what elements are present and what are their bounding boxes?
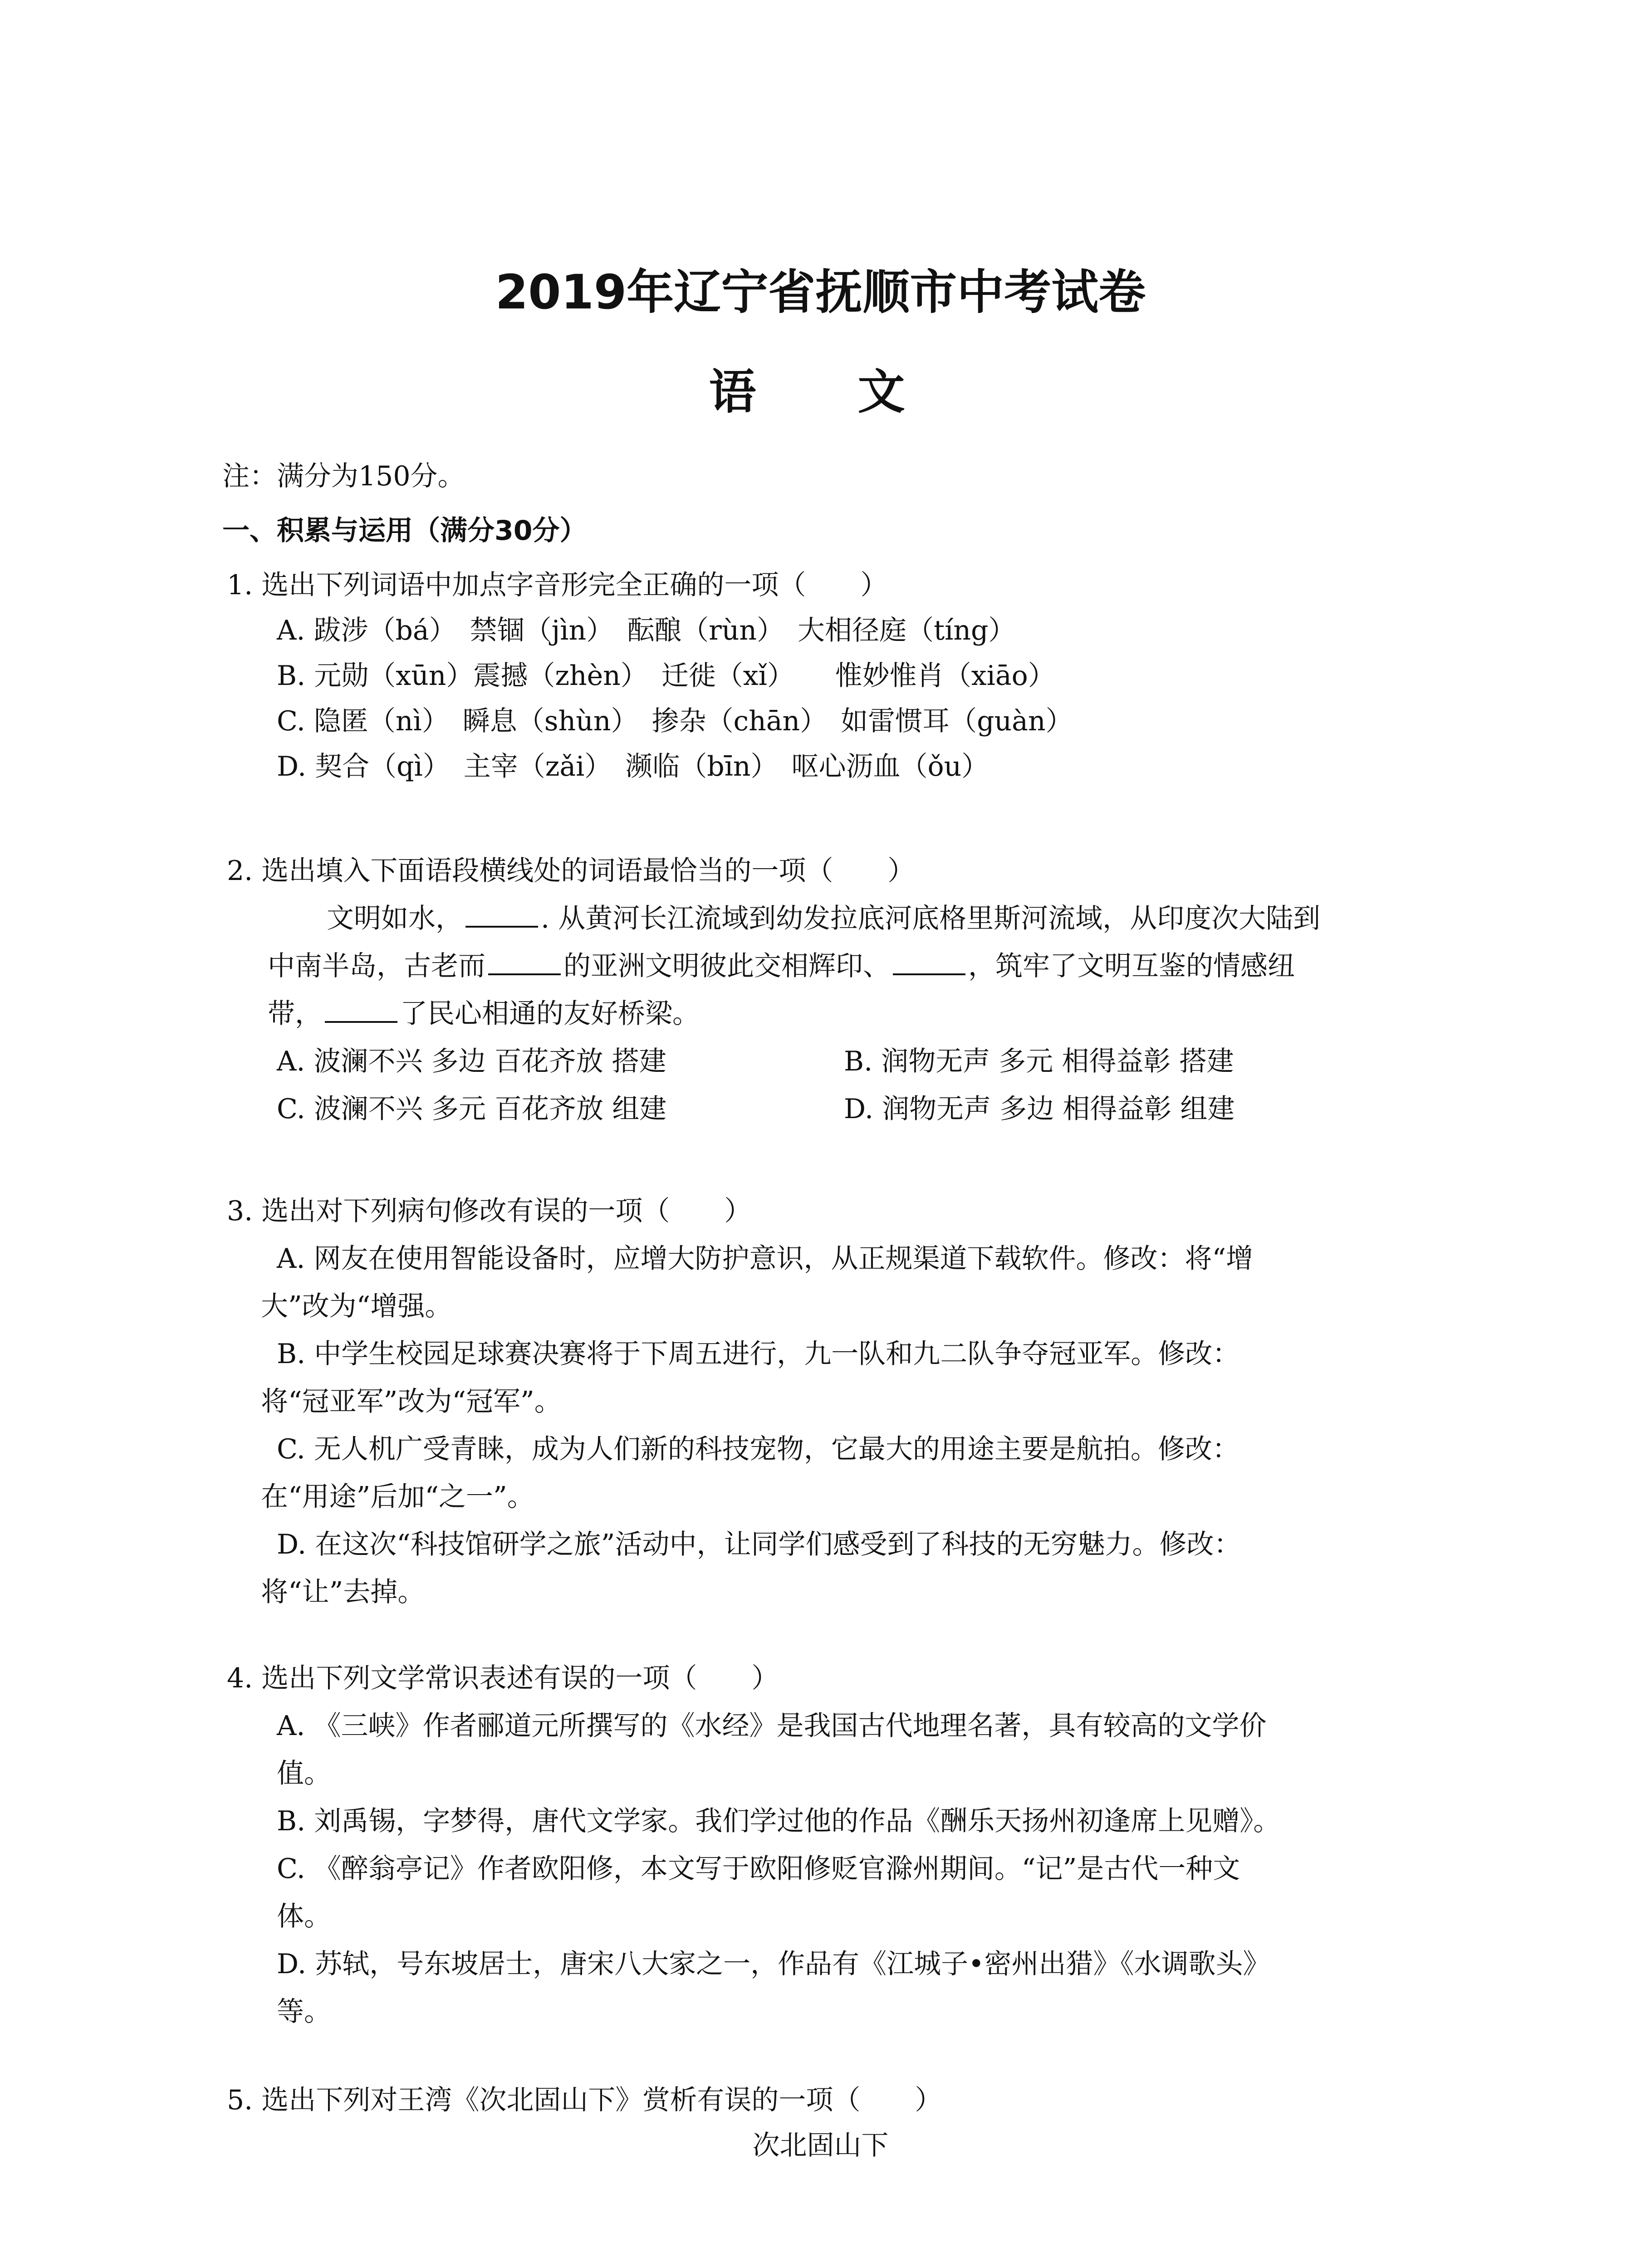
q1-stem: 1. 选出下列词语中加点字音形完全正确的一项（ ） [227,569,888,601]
answer-blank [488,948,561,975]
q1-option-b: B. 元勋（xūn）震撼（zhèn） 迁徙（xǐ） 惟妙惟肖（xiāo） [277,660,1055,692]
q2-text: 带， [268,998,322,1030]
q3-option-b-line1: B. 中学生校园足球赛决赛将于下周五进行，九一队和九二队争夺冠亚军。修改： [277,1338,1240,1370]
q3-option-a-line2: 大”改为“增强。 [261,1290,452,1322]
q2-passage-line1 [327,900,1320,937]
q4-option-a-line2: 值。 [277,1758,331,1789]
q4-option-c-line2: 体。 [277,1901,331,1932]
q2-text: 了民心相通的友好桥梁。 [400,998,700,1030]
q3-option-d-line1: D. 在这次“科技馆研学之旅”活动中，让同学们感受到了科技的无穷魅力。修改： [277,1529,1241,1560]
q1-option-a: A. 跋涉（bá） 禁锢（jìn） 酝酿（rùn） 大相径庭（tíng） [277,615,1016,646]
q3-option-c-line1: C. 无人机广受青睐，成为人们新的科技宠物，它最大的用途主要是航拍。修改： [277,1433,1239,1465]
q4-option-b: B. 刘禹锡，字梦得，唐代文学家。我们学过他的作品《酬乐天扬州初逢席上见赠》。 [277,1805,1281,1837]
q3-option-a-line1: A. 网友在使用智能设备时，应增大防护意识，从正规渠道下载软件。修改：将“增 [277,1243,1254,1275]
subject-title: 语 文 [709,364,932,420]
score-note: 注：满分为150分。 [222,460,465,492]
q2-option-a: A. 波澜不兴 多边 百花齐放 搭建 [277,1046,666,1077]
q1-option-d: D. 契合（qì） 主宰（zǎi） 濒临（bīn） 呕心沥血（ǒu） [277,751,989,782]
section-heading: 一、积累与运用（满分30分） [222,515,587,547]
q2-option-b: B. 润物无声 多元 相得益彰 搭建 [844,1046,1234,1077]
q2-option-c: C. 波澜不兴 多元 百花齐放 组建 [277,1093,667,1125]
q4-option-a-line1: A. 《三峡》作者郦道元所撰写的《水经》是我国古代地理名著，具有较高的文学价 [277,1710,1267,1742]
q2-passage-line2 [268,948,1295,984]
q1-option-c: C. 隐匿（nì） 瞬息（shùn） 掺杂（chān） 如雷惯耳（guàn） [277,705,1073,737]
answer-blank [465,900,538,928]
q4-option-c-line1: C. 《醉翁亭记》作者欧阳修，本文写于欧阳修贬官滁州期间。“记”是古代一种文 [277,1853,1240,1885]
exam-title: 2019年辽宁省抚顺市中考试卷 [495,264,1146,320]
q3-option-b-line2: 将“冠亚军”改为“冠军”。 [261,1386,562,1418]
q2-text: . 从黄河长江流域到幼发拉底河底格里斯河流域，从印度次大陆到 [541,903,1321,934]
q4-option-d-line1: D. 苏轼，号东坡居士，唐宋八大家之一，作品有《江城子•密州出猎》《水调歌头》 [277,1948,1270,1980]
q3-stem: 3. 选出对下列病句修改有误的一项（ ） [227,1195,752,1227]
q4-stem: 4. 选出下列文学常识表述有误的一项（ ） [227,1662,779,1694]
q2-text: ，筑牢了文明互鉴的情感纽 [968,950,1295,982]
q2-text: 的亚洲文明彼此交相辉印、 [563,950,890,982]
q2-text: 中南半岛，古老而 [268,950,485,982]
q2-stem: 2. 选出填入下面语段横线处的词语最恰当的一项（ ） [227,855,915,887]
answer-blank [325,996,397,1023]
q3-option-c-line2: 在“用途”后加“之一”。 [261,1481,534,1513]
q2-passage-line3 [268,996,700,1032]
q4-option-d-line2: 等。 [277,1996,331,2028]
poem-title: 次北固山下 [752,2130,889,2161]
q3-option-d-line2: 将“让”去掉。 [261,1576,425,1608]
q5-stem: 5. 选出下列对王湾《次北固山下》赏析有误的一项（ ） [227,2084,942,2116]
q2-option-d: D. 润物无声 多边 相得益彰 组建 [844,1093,1235,1125]
q2-text: 文明如水， [327,903,463,934]
answer-blank [893,948,965,975]
